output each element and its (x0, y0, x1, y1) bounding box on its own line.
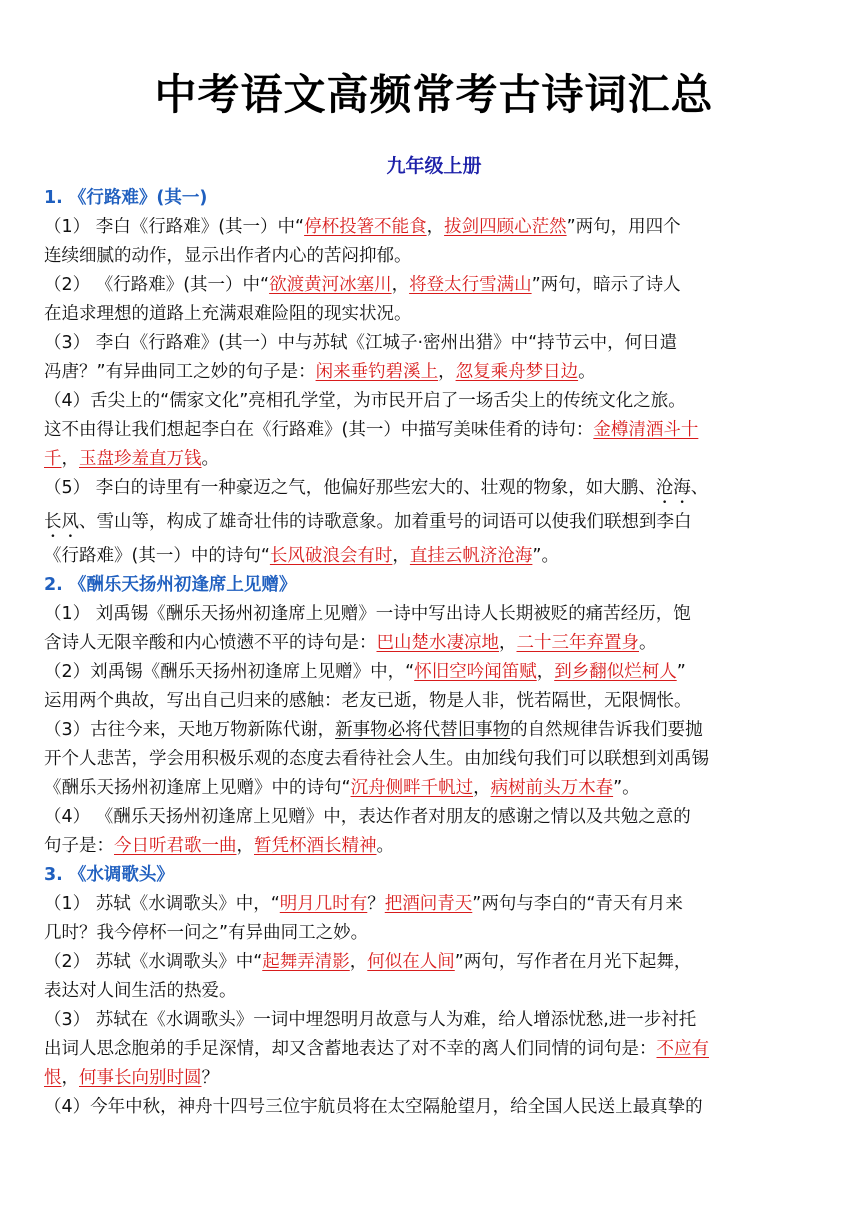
text-run: ”两句，暗示了诗人 (531, 275, 681, 295)
paragraph-line (44, 832, 834, 861)
text-run: 连续细腻的动作，显示出作者内心的苦闷抑郁。 (44, 246, 412, 266)
paragraph-line (44, 774, 834, 803)
paragraph-line (44, 358, 834, 387)
paragraph-line (44, 329, 834, 358)
text-run: 、 (690, 478, 709, 498)
text-run: （4）舌尖上的“儒家文化”亮相孔学堂，为市民开启了一场舌尖上的传统文化之旅。 (44, 391, 686, 411)
section-heading-1: 1. 《行路难》(其一) (44, 188, 208, 208)
answer-text: 玉盘珍羞直万钱 (79, 449, 202, 469)
paragraph-line (44, 948, 834, 977)
text-run: ”。 (613, 778, 640, 798)
text-run: 。 (639, 633, 657, 653)
text-run: （2） 苏轼《水调歌头》中“ (44, 952, 263, 972)
paragraph-line (44, 242, 834, 271)
text-run: （1） 李白《行路难》(其一）中“ (44, 217, 305, 237)
text-run: 几时？我今停杯一问之”有异曲同工之妙。 (44, 923, 369, 943)
text-run: （4）今年中秋，神舟十四号三位宇航员将在太空隔舱望月，给全国人民送上最真挚的 (44, 1097, 703, 1117)
text-run: （5） 李白的诗里有一种豪迈之气，他偏好那些宏大的、壮观的物象，如大鹏、 (44, 478, 656, 498)
paragraph-line (44, 542, 834, 571)
underlined-phrase: 新事物必将代替旧事物 (335, 720, 511, 740)
text-run: 在追求理想的道路上充满艰难险阻的现实状况。 (44, 304, 412, 324)
answer-text: 金樽清酒斗十 (593, 420, 699, 440)
section-heading-2: 2. 《酬乐天扬州初逢席上见赠》 (44, 575, 297, 595)
text-run: 开个人悲苦，学会用积极乐观的态度去看待社会人生。由加线句我们可以联想到刘禹锡 (44, 749, 709, 769)
text-run: 、雪山等，构成了雄奇壮伟的诗歌意象。加着重号的词语可以使我们联想到李白 (79, 512, 692, 532)
answer-text: 二十三年弃置身 (516, 633, 639, 653)
paragraph-line (44, 508, 834, 542)
answer-text: 今日听君歌一曲 (114, 836, 237, 856)
text-run: ， (536, 662, 555, 682)
answer-text: 长风破浪会有时 (269, 546, 393, 566)
paragraph-line (44, 213, 834, 242)
answer-text: 欲渡黄河冰塞川 (269, 275, 392, 295)
answer-text: 忽复乘舟梦日边 (455, 362, 579, 382)
paragraph-line (44, 716, 834, 745)
text-run: 。 (578, 362, 596, 382)
text-run: （3）古往今来，天地万物新陈代谢， (44, 720, 336, 740)
text-run: 出词人思念胞弟的手足深情，却又含蓄地表达了对不幸的离人们同情的词句是： (44, 1039, 657, 1059)
paragraph-line (44, 745, 834, 774)
text-run: ”两句，写作者在月光下起舞， (454, 952, 692, 972)
paragraph-line (44, 977, 834, 1006)
paragraph-line (44, 1093, 834, 1122)
answer-text: 千 (44, 449, 62, 469)
paragraph-line (44, 1064, 834, 1093)
answer-text: 暂凭杯酒长精神 (254, 836, 377, 856)
answer-text: 沉舟侧畔千帆过 (350, 778, 474, 798)
text-run: （1） 刘禹锡《酬乐天扬州初逢席上见赠》一诗中写出诗人长期被贬的痛苦经历，饱 (44, 604, 691, 624)
answer-text: 何事长向别时圆 (79, 1068, 202, 1088)
answer-text: 起舞弄清影 (262, 952, 350, 972)
paragraph-line (44, 445, 834, 474)
text-run: 。 (376, 836, 394, 856)
emphasized-word: 沧海 (655, 478, 691, 498)
text-run: ， (499, 633, 517, 653)
text-run: （2）刘禹锡《酬乐天扬州初逢席上见赠》中，“ (44, 662, 415, 682)
paragraph-line (44, 1035, 834, 1064)
answer-text: 到乡翻似烂柯人 (554, 662, 677, 682)
text-run: ， (426, 217, 445, 237)
text-run: ” (676, 662, 686, 682)
text-run: ， (391, 275, 410, 295)
paragraph-line (44, 474, 834, 508)
paragraph-line (44, 687, 834, 716)
text-run: ， (392, 546, 410, 566)
answer-text: 不应有 (656, 1039, 709, 1059)
answer-text: 将登太行雪满山 (409, 275, 532, 295)
paragraph-line (44, 600, 834, 629)
answer-text: 病树前头万木春 (490, 778, 614, 798)
paragraph-line (44, 300, 834, 329)
document-body (44, 184, 834, 1122)
text-run: ， (473, 778, 491, 798)
text-run: （3） 苏轼在《水调歌头》一词中埋怨明月故意与人为难，给人增添忧愁,进一步衬托 (44, 1010, 697, 1030)
text-run: ”两句，用四个 (566, 217, 681, 237)
text-run: 冯唐？”有异曲同工之妙的句子是： (44, 362, 316, 382)
text-run: 句子是： (44, 836, 114, 856)
text-run: （1） 苏轼《水调歌头》中，“ (44, 894, 280, 914)
paragraph-line (44, 387, 834, 416)
text-run: 运用两个典故，写出自己归来的感触：老友已逝，物是人非，恍若隔世，无限惆怅。 (44, 691, 692, 711)
page-title: 中考语文高频常考古诗词汇总 (154, 70, 714, 119)
answer-text: 巴山楚水凄凉地 (376, 633, 499, 653)
grade-heading: 九年级上册 (386, 155, 482, 177)
text-run: 的自然规律告诉我们要抛 (510, 720, 703, 740)
text-run: ”。 (532, 546, 559, 566)
text-run: ， (61, 1068, 79, 1088)
answer-text: 拔剑四顾心茫然 (444, 217, 567, 237)
text-run: ， (236, 836, 254, 856)
text-run: ， (349, 952, 368, 972)
answer-text: 停杯投箸不能食 (304, 217, 427, 237)
paragraph-line (44, 1006, 834, 1035)
answer-text: 闲来垂钓碧溪上 (315, 362, 439, 382)
paragraph-line (44, 416, 834, 445)
answer-text: 直挂云帆济沧海 (409, 546, 533, 566)
text-run: ， (61, 449, 79, 469)
paragraph-line (44, 803, 834, 832)
answer-text: 何似在人间 (367, 952, 455, 972)
paragraph-line (44, 890, 834, 919)
answer-text: 怀旧空吟闻笛赋 (414, 662, 537, 682)
section-heading-3: 3. 《水调歌头》 (44, 865, 174, 885)
text-run: ”两句与李白的“青天有月来 (472, 894, 683, 914)
answer-text: 明月几时有 (279, 894, 368, 914)
paragraph-line (44, 271, 834, 300)
text-run: 。 (201, 449, 219, 469)
text-run: ？ (367, 894, 385, 914)
text-run: （4） 《酬乐天扬州初逢席上见赠》中，表达作者对朋友的感谢之情以及共勉之意的 (44, 807, 691, 827)
text-run: （3） 李白《行路难》(其一）中与苏轼《江城子·密州出猎》中“持节云中，何日遣 (44, 333, 678, 353)
text-run: 含诗人无限辛酸和内心愤懑不平的诗句是： (44, 633, 377, 653)
text-run: 《酬乐天扬州初逢席上见赠》中的诗句“ (44, 778, 351, 798)
paragraph-line (44, 629, 834, 658)
emphasized-word: 长风 (44, 512, 79, 532)
answer-text: 恨 (44, 1068, 62, 1088)
text-run: 这不由得让我们想起李白在《行路难》(其一）中描写美味佳肴的诗句： (44, 420, 594, 440)
paragraph-line (44, 919, 834, 948)
text-run: 《行路难》(其一）中的诗句“ (44, 546, 270, 566)
text-run: ， (438, 362, 456, 382)
text-run: （2） 《行路难》(其一）中“ (44, 275, 270, 295)
text-run: 表达对人间生活的热爱。 (44, 981, 237, 1001)
paragraph-line (44, 658, 834, 687)
text-run: ？ (201, 1068, 219, 1088)
answer-text: 把酒问青天 (384, 894, 473, 914)
